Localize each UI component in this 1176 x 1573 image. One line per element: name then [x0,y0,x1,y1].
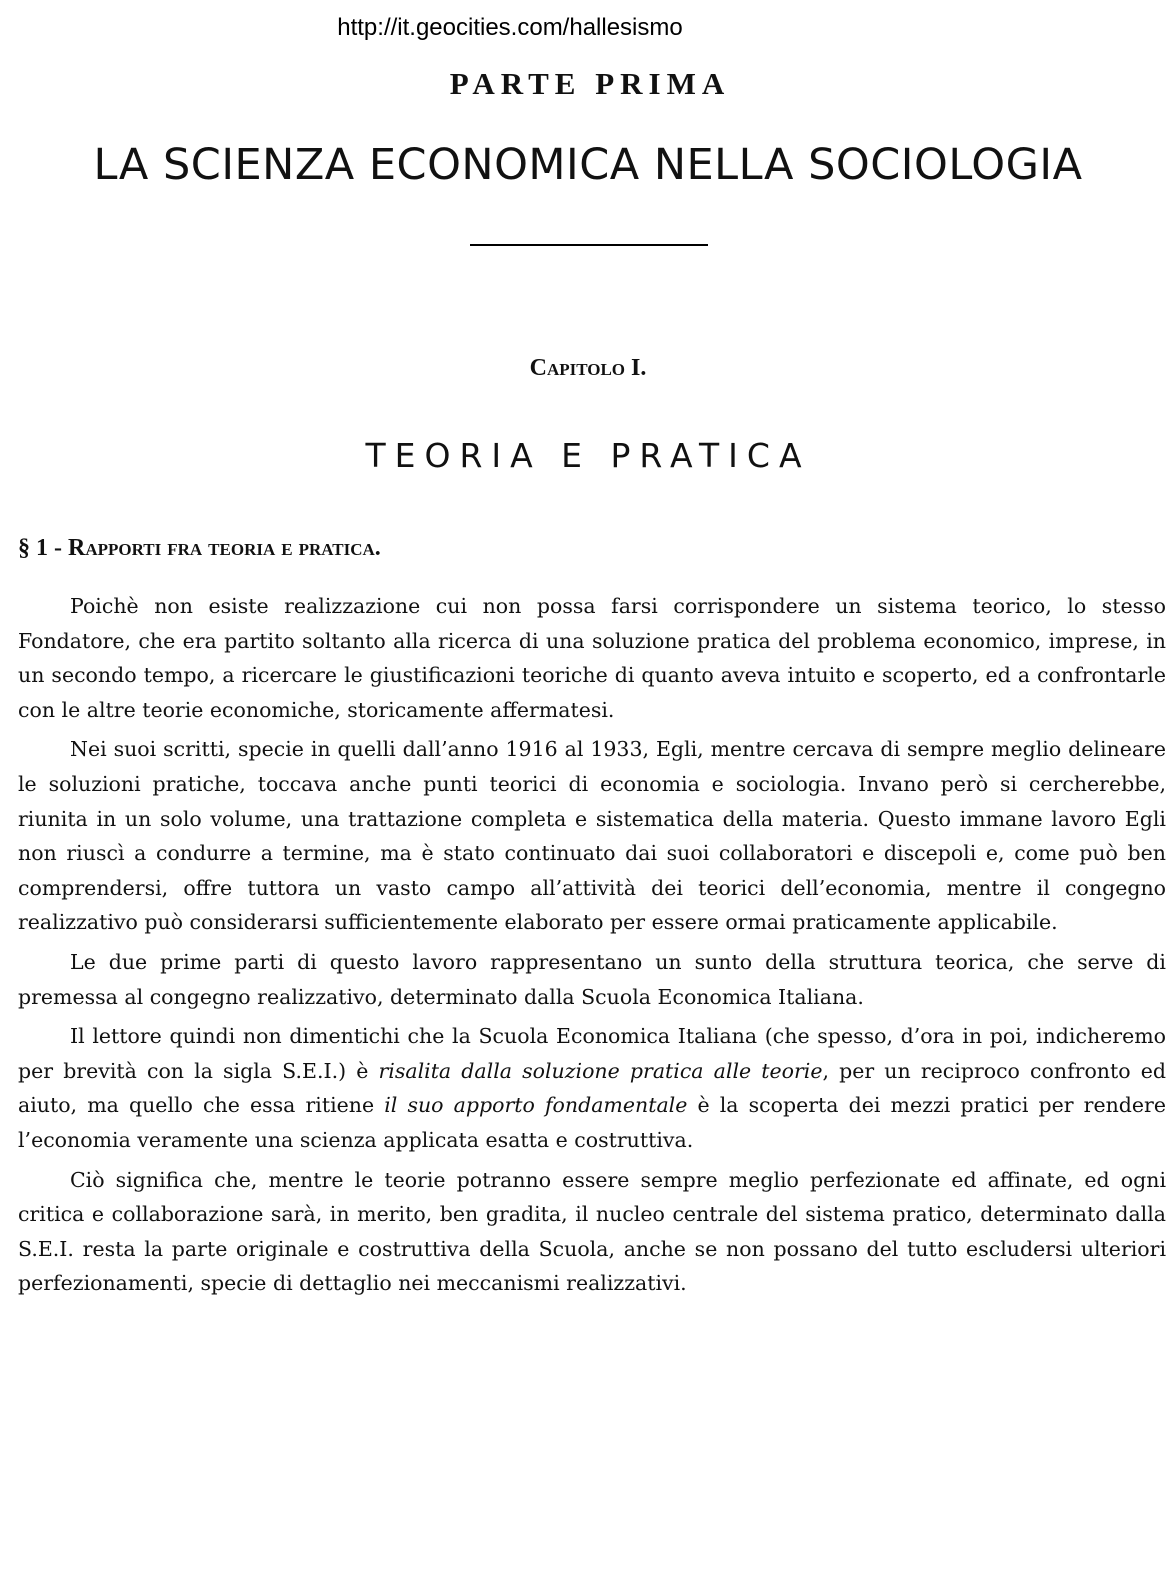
paragraph-4 [18,1019,1166,1157]
paragraph-4-text-a: Il lettore quindi non dimentichi che la Scuola Economica Italiana (che spesso, d’ora in poi, indicheremo per brevità con la sigla S.E.I.) è [18,1024,1166,1083]
paragraph-4-text-c: è la scoperta dei mezzi pratici per rendere l’economia veramente una scienza applicata esatta e costruttiva. [18,1093,1166,1152]
paragraph-2: Nei suoi scritti, specie in quelli dall’anno 1916 al 1933, Egli, mentre cercava di sempre meglio delineare le soluzioni pratiche, toccava anche punti teorici di economia e sociologia. Invano però si cercherebbe, riunita in un solo volume, una trattazione completa e sistematica della materia. Questo immane lavoro Egli non riuscì a condurre a termine, ma è stato continuato dai suoi collaboratori e discepoli e, come può ben comprendersi, offre tuttora un vasto campo all’attività dei teorici dell’economia, mentre il congegno realizzativo può considerarsi sufficientemente elaborato per essere ormai praticamente applicabile. [18,737,1166,935]
source-url: http://it.geocities.com/hallesismo [337,14,683,41]
part-label: PARTE PRIMA [449,66,731,101]
body-text [18,589,1166,1306]
title-divider [470,244,708,246]
paragraph-4-italic-a: risalita dalla soluzione pratica alle teorie [378,1058,823,1083]
chapter-label: Capitolo I. [529,355,647,381]
paragraph-3: Le due prime parti di questo lavoro rappresentano un sunto della struttura teorica, che serve di premessa al congegno realizzativo, determinato dalla Scuola Economica Italiana. [18,949,1166,1009]
paragraph-4-italic-b: il suo apporto fondamentale [384,1093,688,1118]
section-heading [18,535,381,562]
paragraph-1: Poichè non esiste realizzazione cui non possa farsi corrispondere un sistema teorico, lo stesso Fondatore, che era partito soltanto alla ricerca di una soluzione pratica del problema economico, imprese, in un secondo tempo, a ricercare le giustificazioni teoriche di quanto aveva intuito e scoperto, ed a confrontarle con le altre teorie economiche, storicamente affermatesi. [18,594,1166,722]
section-number: § 1 - [18,535,62,561]
part-title: LA SCIENZA ECONOMICA NELLA SOCIOLOGIA [93,140,1083,190]
paragraph-4-text-b: , per un reciproco confronto ed aiuto, ma quello che essa ritiene [18,1058,1166,1118]
chapter-title: TEORIA E PRATICA [365,436,811,475]
paragraph-5: Ciò significa che, mentre le teorie potranno essere sempre meglio perfezionate ed affinate, ed ogni critica e collaborazione sarà, in merito, ben gradita, il nucleo centrale del sistema pratico, determinato dalla S.E.I. resta la parte originale e costruttiva della Scuola, anche se non possano del tutto escludersi ulteriori perfezionamenti, specie di dettaglio nei meccanismi realizzativi. [18,1167,1166,1296]
section-title: Rapporti fra teoria e pratica. [68,535,381,561]
